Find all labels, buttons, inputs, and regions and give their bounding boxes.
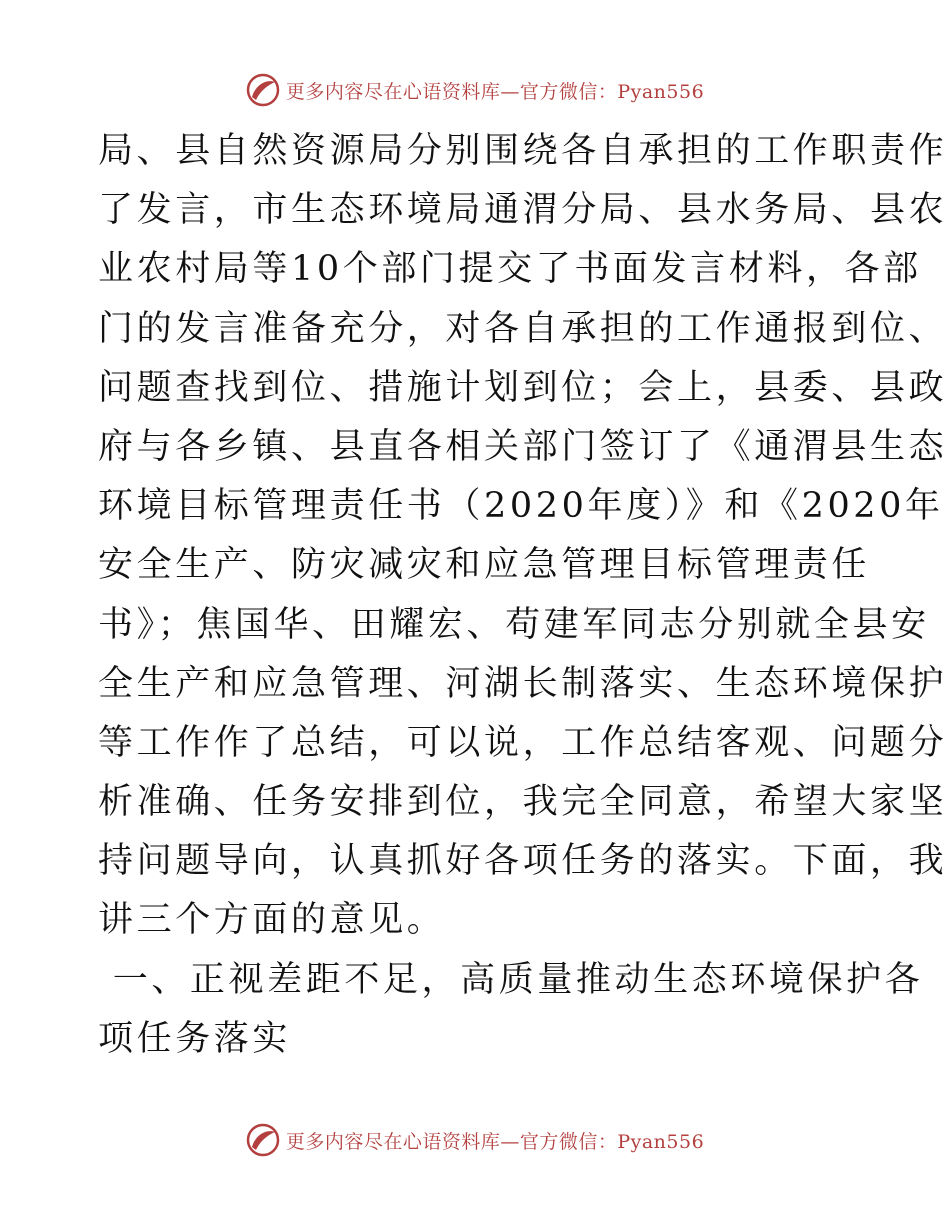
paragraph-line: 等工作作了总结，可以说，工作总结客观、问题分: [98, 722, 948, 763]
heading-line: 一、正视差距不足，高质量推动生态环境保护各: [98, 960, 924, 1000]
brand-logo-icon: [246, 73, 280, 107]
brand-logo-icon: [246, 1123, 280, 1157]
body-paragraph: [98, 122, 948, 951]
paragraph-line: 门的发言准备充分，对各自承担的工作通报到位、: [98, 308, 948, 349]
footer-watermark: [0, 1122, 950, 1158]
paragraph-line: 业农村局等10个部门提交了书面发言材料，各部: [98, 249, 922, 290]
header-watermark: [0, 72, 950, 108]
paragraph-line: 了发言，市生态环境局通渭分局、县水务局、县农: [98, 190, 948, 231]
watermark-text: 更多内容尽在心语资料库—官方微信：Pyan556: [285, 1130, 705, 1153]
paragraph-line: 析准确、任务安排到位，我完全同意，希望大家坚: [98, 782, 948, 823]
paragraph-line: 安全生产、防灾减灾和应急管理目标管理责任: [98, 545, 871, 586]
section-heading: [98, 951, 924, 1069]
paragraph-line: 书》；焦国华、田耀宏、苟建军同志分别就全县安: [98, 604, 930, 645]
watermark-text: 更多内容尽在心语资料库—官方微信：Pyan556: [285, 80, 705, 103]
paragraph-line: 问题查找到位、措施计划到位；会上，县委、县政: [98, 367, 948, 408]
paragraph-line: 讲三个方面的意见。: [98, 900, 446, 941]
heading-line: 项任务落实: [98, 1019, 292, 1060]
paragraph-line: 环境目标管理责任书（2020年度）》和《2020年: [98, 486, 944, 527]
paragraph-line: 局、县自然资源局分别围绕各自承担的工作职责作: [98, 131, 948, 171]
paragraph-line: 持问题导向，认真抓好各项任务的落实。下面，我: [98, 841, 948, 882]
paragraph-line: 府与各乡镇、县直各相关部门签订了《通渭县生态: [98, 426, 948, 467]
paragraph-line: 全生产和应急管理、河湖长制落实、生态环境保护: [98, 663, 948, 704]
